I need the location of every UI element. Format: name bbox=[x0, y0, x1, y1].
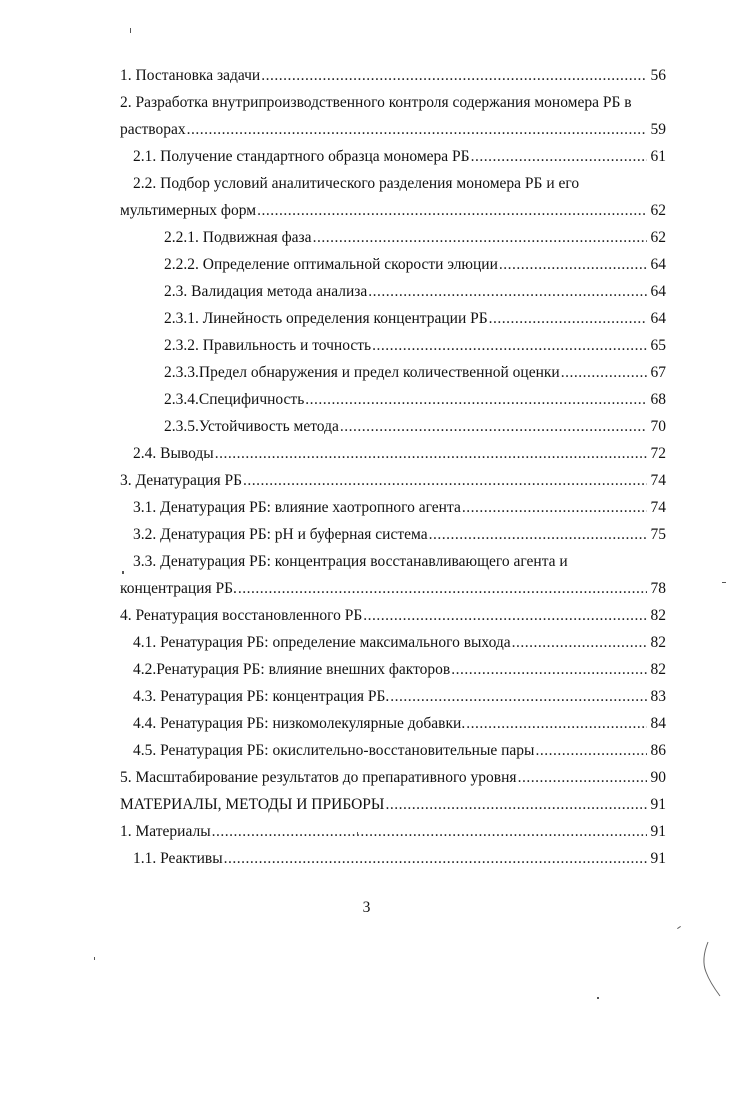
toc-entry-page: 64 bbox=[650, 310, 666, 327]
scan-speck bbox=[94, 957, 95, 960]
dot-leader bbox=[261, 62, 647, 89]
toc-entry-title: МАТЕРИАЛЫ, МЕТОДЫ И ПРИБОРЫ bbox=[120, 796, 385, 813]
toc-entry-page: 74 bbox=[650, 472, 666, 489]
toc-entry-title: 2.2.2. Определение оптимальной скорости элюции bbox=[164, 256, 498, 273]
toc-entry-materials bbox=[120, 818, 666, 845]
dot-leader bbox=[535, 737, 647, 764]
toc-entry-3-2 bbox=[120, 521, 666, 548]
toc-entry-title: 5. Масштабирование результатов до препаративного уровня bbox=[120, 769, 517, 786]
dot-leader bbox=[499, 251, 647, 278]
dot-leader bbox=[462, 494, 647, 521]
toc-entry-title: 4.4. Ренатурация РБ: низкомолекулярные добавки. bbox=[133, 715, 466, 732]
toc-entry-title: 3.2. Денатурация РБ: pH и буферная система bbox=[133, 526, 428, 543]
toc-entry-title-line1: 2. Разработка внутрипроизводственного контроля содержания мономера РБ в bbox=[120, 94, 632, 111]
toc-entry-title: растворах bbox=[120, 121, 186, 138]
toc-entry-page: 56 bbox=[650, 67, 666, 84]
toc-entry-2-2-2 bbox=[120, 251, 666, 278]
toc-entry-title-line1: 2.2. Подбор условий аналитического разделения мономера РБ и его bbox=[133, 175, 580, 192]
toc-entry-title: концентрация РБ. bbox=[120, 580, 237, 597]
dot-leader bbox=[224, 845, 647, 872]
toc-entry-page: 67 bbox=[650, 364, 666, 381]
toc-entry-title: 3.1. Денатурация РБ: влияние хаотропного агента bbox=[133, 499, 461, 516]
toc-entry-page: 84 bbox=[650, 715, 666, 732]
toc-entry-title: 4.1. Ренатурация РБ: определение максимального выхода bbox=[133, 634, 511, 651]
dot-leader bbox=[368, 278, 647, 305]
toc-entry-page: 91 bbox=[650, 823, 666, 840]
toc-entry-title: 2.4. Выводы bbox=[133, 445, 214, 462]
toc-entry-page: 62 bbox=[650, 229, 666, 246]
toc-entry-page: 68 bbox=[650, 391, 666, 408]
toc-entry-title: 2.3.2. Правильность и точность bbox=[164, 337, 372, 354]
dot-leader bbox=[471, 143, 647, 170]
toc-entry-page: 74 bbox=[650, 499, 666, 516]
scan-mark bbox=[698, 940, 728, 1000]
toc-entry-title: 1. Материалы bbox=[120, 823, 211, 840]
toc-entry-2-2-1 bbox=[120, 224, 666, 251]
dot-leader bbox=[257, 197, 647, 224]
toc-entry-page: 64 bbox=[650, 283, 666, 300]
scan-speck bbox=[130, 28, 131, 33]
toc-entry-materials-methods bbox=[120, 791, 666, 818]
dot-leader bbox=[372, 332, 647, 359]
toc-entry-title: 2.2.1. Подвижная фаза bbox=[164, 229, 312, 246]
toc-entry-page: 62 bbox=[650, 202, 666, 219]
dot-leader bbox=[451, 656, 647, 683]
dot-leader bbox=[243, 467, 647, 494]
toc-entry-title: 3. Денатурация РБ bbox=[120, 472, 242, 489]
toc-entry-title: 4. Ренатурация восстановленного РБ bbox=[120, 607, 363, 624]
dot-leader bbox=[305, 386, 647, 413]
toc-entry-title: 1.1. Реактивы bbox=[133, 850, 223, 867]
dot-leader bbox=[518, 764, 647, 791]
table-of-contents bbox=[120, 62, 666, 872]
toc-entry-page: 72 bbox=[650, 445, 666, 462]
dot-leader bbox=[512, 629, 647, 656]
toc-entry-title: 2.3.3.Предел обнаружения и предел количественной оценки bbox=[164, 364, 560, 381]
toc-entry-page: 70 bbox=[650, 418, 666, 435]
dot-leader bbox=[313, 224, 647, 251]
dot-leader bbox=[561, 359, 647, 386]
toc-entry-2-3 bbox=[120, 278, 666, 305]
dot-leader bbox=[489, 305, 647, 332]
toc-entry-page: 59 bbox=[650, 121, 666, 138]
toc-entry-2-4 bbox=[120, 440, 666, 467]
toc-entry-3 bbox=[120, 467, 666, 494]
toc-entry-title: 1. Постановка задачи bbox=[120, 67, 261, 84]
toc-entry-title-line1: 3.3. Денатурация РБ: концентрация восстанавливающего агента и bbox=[133, 553, 568, 570]
toc-entry-page: 91 bbox=[650, 850, 666, 867]
scan-speck bbox=[722, 582, 726, 583]
toc-entry-title: 4.2.Ренатурация РБ: влияние внешних факторов bbox=[133, 661, 451, 678]
toc-entry-4-2 bbox=[120, 656, 666, 683]
toc-entry-4 bbox=[120, 602, 666, 629]
toc-entry-title: 2.3.1. Линейность определения концентрации РБ bbox=[164, 310, 488, 327]
toc-entry-2-1 bbox=[120, 143, 666, 170]
dot-leader bbox=[238, 575, 647, 602]
toc-entry-2-3-5 bbox=[120, 413, 666, 440]
toc-entry-2-3-1 bbox=[120, 305, 666, 332]
scan-speck bbox=[122, 571, 124, 574]
toc-entry-5 bbox=[120, 764, 666, 791]
toc-entry-page: 61 bbox=[650, 148, 666, 165]
toc-entry-page: 91 bbox=[650, 796, 666, 813]
toc-entry-title: 2.3.4.Специфичность bbox=[164, 391, 305, 408]
dot-leader bbox=[187, 116, 647, 143]
toc-entry-4-1 bbox=[120, 629, 666, 656]
toc-entry-page: 75 bbox=[650, 526, 666, 543]
scan-speck bbox=[357, 832, 358, 836]
toc-entry-page: 86 bbox=[650, 742, 666, 759]
dot-leader bbox=[429, 521, 647, 548]
toc-entry-page: 90 bbox=[650, 769, 666, 786]
toc-entry-title: мультимерных форм bbox=[120, 202, 257, 219]
toc-entry-page: 65 bbox=[650, 337, 666, 354]
toc-entry-2 bbox=[120, 89, 666, 143]
toc-entry-3-3 bbox=[120, 548, 666, 602]
toc-entry-2-2 bbox=[120, 170, 666, 224]
toc-entry-page: 83 bbox=[650, 688, 666, 705]
toc-entry-4-4 bbox=[120, 710, 666, 737]
toc-entry-page: 82 bbox=[650, 661, 666, 678]
page-number: 3 bbox=[362, 899, 371, 916]
dot-leader bbox=[363, 602, 647, 629]
toc-entry-title: 2.1. Получение стандартного образца мономера РБ bbox=[133, 148, 470, 165]
toc-entry-4-3 bbox=[120, 683, 666, 710]
toc-entry-2-3-2 bbox=[120, 332, 666, 359]
dot-leader bbox=[212, 818, 647, 845]
toc-entry-title: 4.3. Ренатурация РБ: концентрация РБ. bbox=[133, 688, 390, 705]
toc-entry-page: 82 bbox=[650, 634, 666, 651]
toc-entry-1 bbox=[120, 62, 666, 89]
toc-entry-title: 2.3. Валидация метода анализа bbox=[164, 283, 368, 300]
toc-entry-4-5 bbox=[120, 737, 666, 764]
toc-entry-title: 2.3.5.Устойчивость метода bbox=[164, 418, 339, 435]
toc-entry-title: 4.5. Ренатурация РБ: окислительно-восстановительные пары bbox=[133, 742, 535, 759]
scan-speck bbox=[677, 926, 681, 929]
toc-entry-page: 64 bbox=[650, 256, 666, 273]
scan-speck bbox=[597, 997, 599, 999]
toc-entry-reagents bbox=[120, 845, 666, 872]
dot-leader bbox=[385, 791, 647, 818]
toc-entry-2-3-3 bbox=[120, 359, 666, 386]
toc-entry-3-1 bbox=[120, 494, 666, 521]
toc-entry-2-3-4 bbox=[120, 386, 666, 413]
dot-leader bbox=[466, 710, 647, 737]
toc-entry-page: 78 bbox=[650, 580, 666, 597]
dot-leader bbox=[215, 440, 647, 467]
toc-entry-page: 82 bbox=[650, 607, 666, 624]
dot-leader bbox=[390, 683, 647, 710]
dot-leader bbox=[340, 413, 647, 440]
